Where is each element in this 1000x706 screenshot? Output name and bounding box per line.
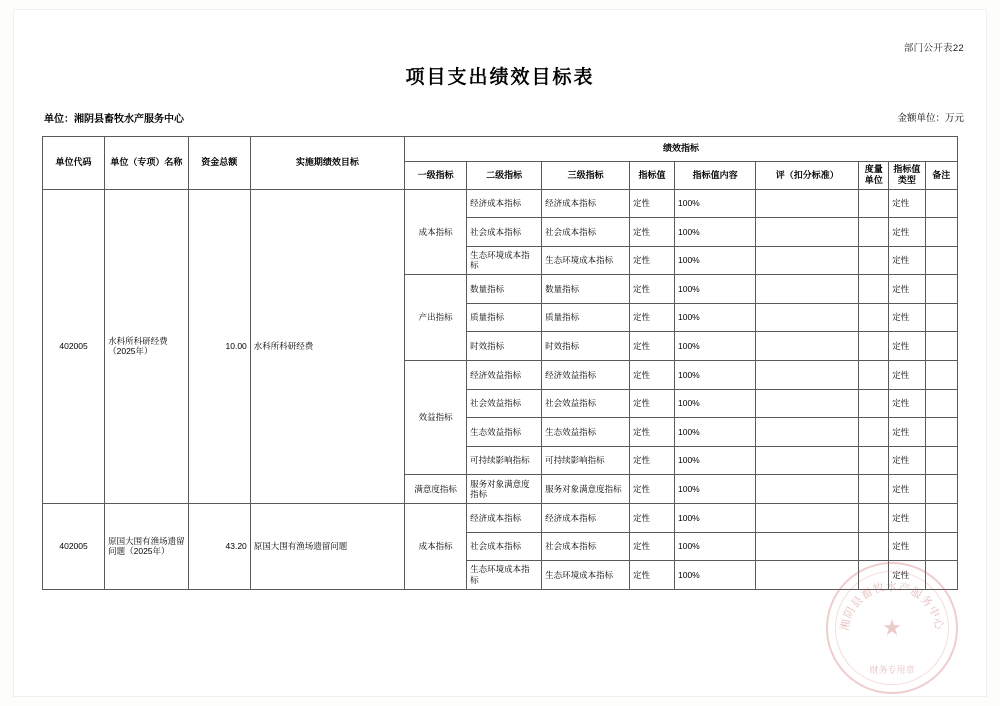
- amount-unit-line: 金额单位：万元: [897, 113, 964, 124]
- cell-value-type: 定性: [889, 332, 925, 361]
- cell-level3: 生态环境成本指标: [542, 561, 630, 590]
- seal-star-icon: ★: [882, 615, 902, 640]
- cell-review-standard: [756, 332, 859, 361]
- cell-indicator-value-content: 100%: [674, 389, 755, 418]
- cell-indicator-value-content: 100%: [674, 446, 755, 475]
- cell-level3: 社会成本指标: [542, 218, 630, 247]
- cell-unit-name: 原国大围有渔场遗留问题（2025年）: [105, 504, 189, 590]
- cell-indicator-value: 定性: [630, 418, 675, 447]
- cell-value-type: 定性: [889, 275, 925, 304]
- cell-indicator-value-content: 100%: [674, 475, 755, 504]
- cell-indicator-value-content: 100%: [674, 332, 755, 361]
- cell-level3: 生态环境成本指标: [542, 246, 630, 275]
- cell-indicator-value-content: 100%: [674, 532, 755, 561]
- cell-measure-unit: [859, 189, 889, 218]
- cell-value-type: 定性: [889, 446, 925, 475]
- cell-value-type: 定性: [889, 189, 925, 218]
- cell-measure-unit: [859, 561, 889, 590]
- cell-review-standard: [756, 418, 859, 447]
- cell-value-type: 定性: [889, 218, 925, 247]
- cell-level2: 可持续影响指标: [467, 446, 542, 475]
- cell-review-standard: [756, 303, 859, 332]
- cell-level3: 可持续影响指标: [542, 446, 630, 475]
- form-number-note: 部门公开表22: [903, 43, 964, 54]
- cell-value-type: 定性: [889, 246, 925, 275]
- cell-indicator-value-content: 100%: [674, 189, 755, 218]
- performance-target-table: [42, 136, 958, 590]
- cell-level1: 成本指标: [405, 504, 467, 590]
- cell-level2: 社会效益指标: [467, 389, 542, 418]
- cell-level3: 时效指标: [542, 332, 630, 361]
- cell-review-standard: [756, 532, 859, 561]
- cell-review-standard: [756, 275, 859, 304]
- cell-unit-code: 402005: [43, 189, 105, 504]
- cell-indicator-value-content: 100%: [674, 246, 755, 275]
- cell-level3: 质量指标: [542, 303, 630, 332]
- cell-indicator-value: 定性: [630, 189, 675, 218]
- cell-remark: [925, 361, 957, 390]
- cell-measure-unit: [859, 446, 889, 475]
- cell-level1: 满意度指标: [405, 475, 467, 504]
- cell-indicator-value: 定性: [630, 504, 675, 533]
- cell-level2: 经济成本指标: [467, 504, 542, 533]
- header-level2: 二级指标: [467, 162, 542, 190]
- cell-measure-unit: [859, 332, 889, 361]
- cell-measure-unit: [859, 532, 889, 561]
- cell-indicator-value: 定性: [630, 218, 675, 247]
- cell-remark: [925, 561, 957, 590]
- cell-level2: 生态效益指标: [467, 418, 542, 447]
- cell-indicator-value: 定性: [630, 361, 675, 390]
- cell-value-type: 定性: [889, 504, 925, 533]
- cell-level2: 社会成本指标: [467, 218, 542, 247]
- cell-measure-unit: [859, 246, 889, 275]
- header-goal: 实施期绩效目标: [250, 137, 404, 190]
- cell-remark: [925, 332, 957, 361]
- cell-indicator-value-content: 100%: [674, 361, 755, 390]
- cell-level3: 经济成本指标: [542, 504, 630, 533]
- cell-level2: 社会成本指标: [467, 532, 542, 561]
- cell-indicator-value: 定性: [630, 475, 675, 504]
- cell-value-type: 定性: [889, 475, 925, 504]
- header-unit-code: 单位代码: [43, 137, 105, 190]
- header-remark: 备注: [925, 162, 957, 190]
- cell-indicator-value-content: 100%: [674, 504, 755, 533]
- table-header: [43, 137, 958, 190]
- unit-line: 单位：湘阴县畜牧水产服务中心: [44, 114, 184, 125]
- cell-measure-unit: [859, 418, 889, 447]
- cell-indicator-value: 定性: [630, 303, 675, 332]
- cell-value-type: 定性: [889, 303, 925, 332]
- cell-value-type: 定性: [889, 418, 925, 447]
- cell-indicator-value: 定性: [630, 389, 675, 418]
- header-indicator-value-content: 指标值内容: [674, 162, 755, 190]
- cell-review-standard: [756, 218, 859, 247]
- meta-row: [14, 110, 986, 126]
- cell-value-type: 定性: [889, 532, 925, 561]
- header-value-type: 指标值类型: [889, 162, 925, 190]
- cell-indicator-value: 定性: [630, 446, 675, 475]
- header-review-standard: 评（扣分标准）: [756, 162, 859, 190]
- cell-indicator-value: 定性: [630, 561, 675, 590]
- cell-review-standard: [756, 475, 859, 504]
- cell-review-standard: [756, 246, 859, 275]
- cell-measure-unit: [859, 475, 889, 504]
- cell-review-standard: [756, 389, 859, 418]
- cell-level3: 社会成本指标: [542, 532, 630, 561]
- cell-remark: [925, 446, 957, 475]
- cell-indicator-value: 定性: [630, 532, 675, 561]
- table-row: [43, 504, 958, 533]
- cell-review-standard: [756, 446, 859, 475]
- cell-remark: [925, 389, 957, 418]
- cell-level2: 生态环境成本指标: [467, 246, 542, 275]
- cell-indicator-value-content: 100%: [674, 218, 755, 247]
- cell-level1: 产出指标: [405, 275, 467, 361]
- cell-level2: 质量指标: [467, 303, 542, 332]
- cell-level2: 生态环境成本指标: [467, 561, 542, 590]
- cell-remark: [925, 303, 957, 332]
- header-unit-name: 单位（专项）名称: [105, 137, 189, 190]
- cell-level2: 经济效益指标: [467, 361, 542, 390]
- cell-indicator-value-content: 100%: [674, 418, 755, 447]
- cell-unit-code: 402005: [43, 504, 105, 590]
- table-body: [43, 189, 958, 589]
- seal-bottom-text: 财务专用章: [869, 665, 915, 675]
- cell-measure-unit: [859, 389, 889, 418]
- cell-remark: [925, 418, 957, 447]
- cell-remark: [925, 189, 957, 218]
- header-indicator-value: 指标值: [630, 162, 675, 190]
- cell-level3: 经济效益指标: [542, 361, 630, 390]
- cell-indicator-value: 定性: [630, 246, 675, 275]
- header-level1: 一级指标: [405, 162, 467, 190]
- cell-goal: 水科所科研经费: [250, 189, 404, 504]
- cell-remark: [925, 475, 957, 504]
- cell-amount: 10.00: [188, 189, 250, 504]
- cell-review-standard: [756, 189, 859, 218]
- cell-value-type: 定性: [889, 389, 925, 418]
- header-measure-unit: 度量单位: [859, 162, 889, 190]
- cell-remark: [925, 246, 957, 275]
- cell-amount: 43.20: [188, 504, 250, 590]
- cell-level3: 生态效益指标: [542, 418, 630, 447]
- seal-arc-text: 湘阴县畜牧水产服务中心: [838, 581, 946, 632]
- cell-level2: 数量指标: [467, 275, 542, 304]
- cell-indicator-value-content: 100%: [674, 275, 755, 304]
- cell-unit-name: 水科所科研经费（2025年）: [105, 189, 189, 504]
- cell-review-standard: [756, 561, 859, 590]
- cell-level3: 服务对象满意度指标: [542, 475, 630, 504]
- cell-measure-unit: [859, 361, 889, 390]
- cell-level1: 成本指标: [405, 189, 467, 275]
- header-level3: 三级指标: [542, 162, 630, 190]
- cell-goal: 原国大围有渔场遗留问题: [250, 504, 404, 590]
- header-amount: 资金总额: [188, 137, 250, 190]
- cell-remark: [925, 532, 957, 561]
- cell-review-standard: [756, 361, 859, 390]
- cell-measure-unit: [859, 218, 889, 247]
- cell-value-type: 定性: [889, 561, 925, 590]
- header-performance-group: 绩效指标: [405, 137, 958, 162]
- page-title: 项目支出绩效目标表: [405, 67, 595, 88]
- cell-remark: [925, 275, 957, 304]
- cell-review-standard: [756, 504, 859, 533]
- cell-measure-unit: [859, 303, 889, 332]
- cell-level1: 效益指标: [405, 361, 467, 475]
- table-row: [43, 189, 958, 218]
- cell-indicator-value-content: 100%: [674, 303, 755, 332]
- cell-level3: 社会效益指标: [542, 389, 630, 418]
- cell-remark: [925, 218, 957, 247]
- cell-indicator-value: 定性: [630, 332, 675, 361]
- cell-indicator-value: 定性: [630, 275, 675, 304]
- cell-level2: 服务对象满意度指标: [467, 475, 542, 504]
- cell-level3: 经济成本指标: [542, 189, 630, 218]
- cell-level2: 经济成本指标: [467, 189, 542, 218]
- cell-indicator-value-content: 100%: [674, 561, 755, 590]
- document-sheet: [14, 10, 986, 696]
- cell-measure-unit: [859, 275, 889, 304]
- cell-measure-unit: [859, 504, 889, 533]
- cell-value-type: 定性: [889, 361, 925, 390]
- cell-remark: [925, 504, 957, 533]
- cell-level2: 时效指标: [467, 332, 542, 361]
- cell-level3: 数量指标: [542, 275, 630, 304]
